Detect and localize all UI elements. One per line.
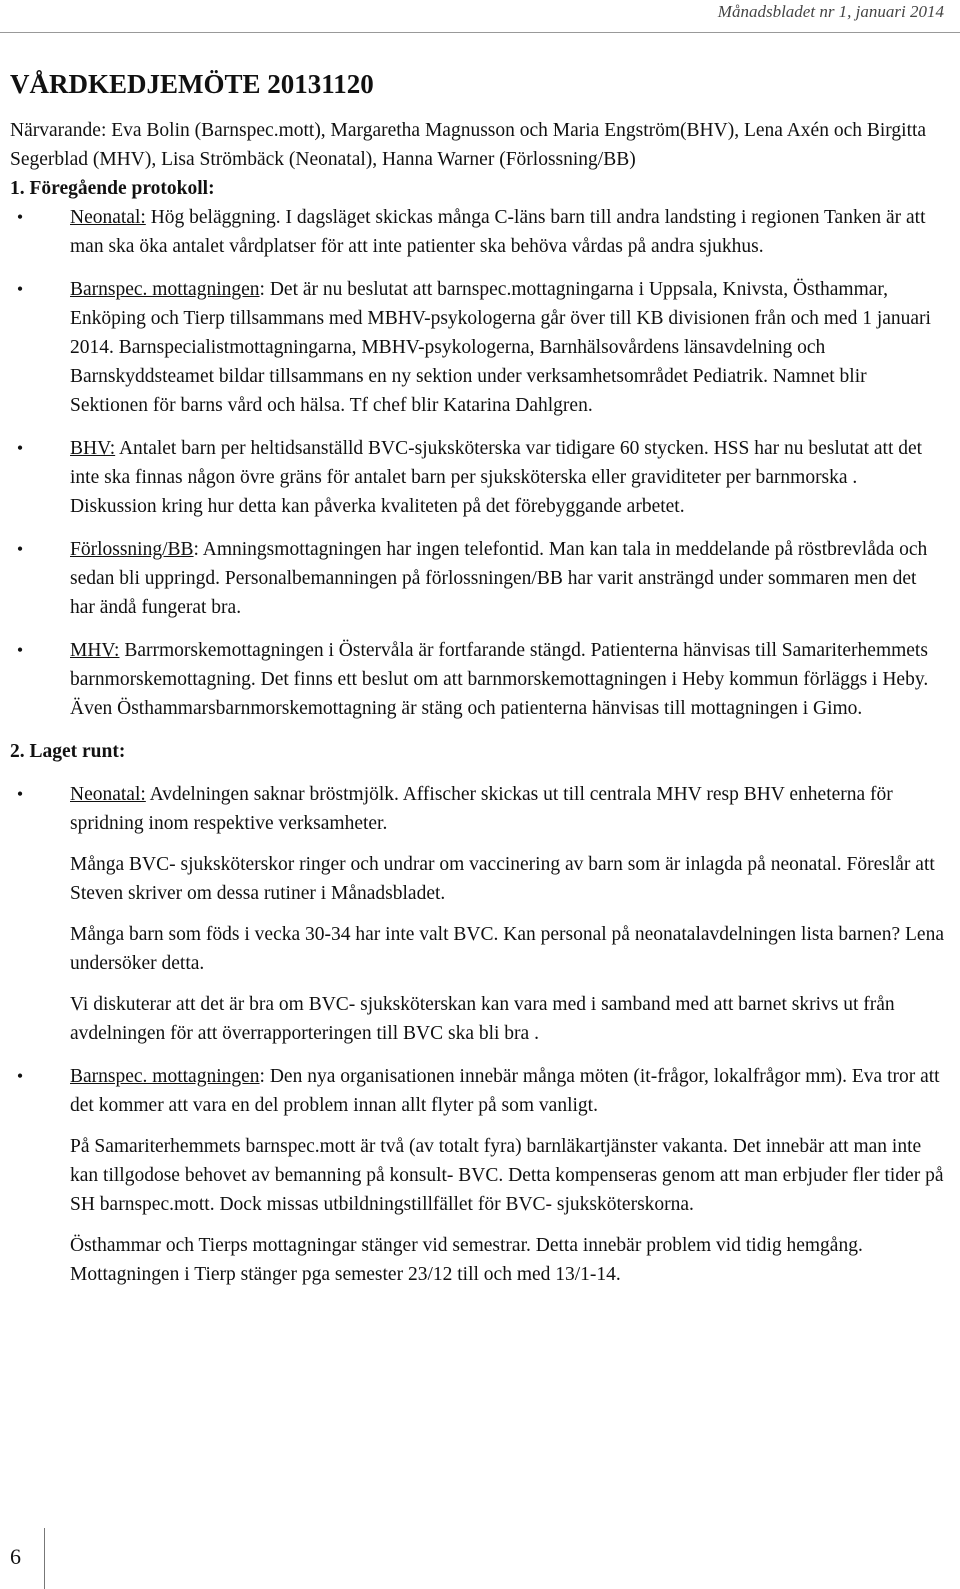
sub-paragraph: Östhammar och Tierps mottagningar stänger vid semestrar. Detta innebär problem vid tidig hemgång. Mottagningen i Tierp stänger pga semester 23/12 till och med 13/1-14. (70, 1234, 863, 1285)
document-body (10, 58, 944, 1303)
section-heading-round-table: 2. Laget runt: (10, 740, 126, 762)
attendees-paragraph: Närvarande: Eva Bolin (Barnspec.mott), Margaretha Magnusson och Maria Engström(BHV), Lena Axén och Birgitta Segerblad (MHV), Lisa Strömbäck (Neonatal), Hanna Warner (Förlossning/BB) (10, 119, 927, 170)
list-item-neonatal (10, 203, 944, 261)
list-item-body: : Det är nu beslutat att barnspec.mottagningarna i Uppsala, Knivsta, Östhammar, Enköping och Tierp tillsammans med MBHV-psykologerna går över till KB divisionen från och med 1 januari 2014. Barnspecialistmottagningarna, MBHV-psykologerna, Barnhälsovårdens länsavdelning och Barnskyddsteamet bildar tillsammans en ny sektion under verksamhetsområdet Pediatrik. Namnet blir Sektionen för barns vård och hälsa. Tf chef blir Katarina Dahlgren. (70, 278, 931, 416)
list-item-text (70, 780, 944, 838)
section-heading-previous-protocol: 1. Föregående protokoll: (10, 177, 215, 199)
list-item-label: Neonatal: (70, 783, 146, 805)
sub-paragraph: Många BVC- sjuksköterskor ringer och undrar om vaccinering av barn som är inlagda på neonatal. Föreslår att Steven skriver om dessa rutiner i Månadsbladet. (70, 853, 935, 904)
list-item-barnspec (10, 275, 944, 420)
list-item-neonatal-round (10, 780, 944, 1048)
list-item-label: Neonatal: (70, 206, 146, 228)
bullet-icon: • (16, 639, 24, 660)
list-item-label: MHV: (70, 639, 120, 661)
list-item-text (70, 275, 944, 420)
bullet-icon: • (16, 278, 24, 299)
sub-paragraph: Vi diskuterar att det är bra om BVC- sjuksköterskan kan vara med i samband med att barnet skrivs ut från avdelningen för att överrapporteringen till BVC ska bli bra . (70, 993, 895, 1044)
list-item-body: : Den nya organisationen innebär många möten (it-frågor, lokalfrågor mm). Eva tror att det kommer att vara en del problem innan allt flyter på som vanligt. (70, 1065, 940, 1116)
list-item-label: Barnspec. mottagningen (70, 1065, 260, 1087)
list-item-body: Hög beläggning. I dagsläget skickas många C-läns barn till andra landsting i regionen Tanken är att man ska öka antalet vårdplatser för att inte patienter ska behöva vårdas på andra sjukhus. (70, 206, 926, 257)
bullet-icon: • (16, 206, 24, 227)
list-item-text (70, 636, 944, 723)
page-number: 6 (10, 1544, 21, 1569)
list-item-text (70, 1062, 944, 1120)
page-header (0, 0, 960, 24)
publication-header: Månadsbladet nr 1, januari 2014 (717, 2, 944, 21)
list-item-body: : Amningsmottagningen har ingen telefontid. Man kan tala in meddelande på röstbrevlåda och sedan bli uppringd. Personalbemanningen på förlossningen/BB har varit ansträngd under sommaren men det har ändå fungerat bra. (70, 538, 928, 618)
previous-protocol-list (10, 203, 944, 723)
list-item-bhv (10, 434, 944, 521)
list-item-label: Barnspec. mottagningen (70, 278, 260, 300)
list-item-text (70, 434, 944, 521)
list-item-text (70, 203, 944, 261)
bullet-icon: • (16, 1065, 24, 1086)
bullet-icon: • (16, 783, 24, 804)
document-title: VÅRDKEDJEMÖTE 20131120 (10, 69, 374, 99)
sub-paragraph: På Samariterhemmets barnspec.mott är två (av totalt fyra) barnläkartjänster vakanta. Det innebär att man inte kan tillgodose behovet av bemanning på konsult- BVC. Detta kompenseras genom att man erbjuder fler tider på SH barnspec.mott. Dock missas utbildningstillfället för BVC- sjuksköterskorna. (70, 1135, 944, 1215)
list-item-forlossning (10, 535, 944, 622)
header-rule (0, 32, 960, 33)
list-item-mhv (10, 636, 944, 723)
list-item-barnspec-round (10, 1062, 944, 1289)
footer-rule (44, 1528, 45, 1589)
bullet-icon: • (16, 538, 24, 559)
list-item-text (70, 535, 944, 622)
sub-paragraph: Många barn som föds i vecka 30-34 har inte valt BVC. Kan personal på neonatalavdelningen lista barnen? Lena undersöker detta. (70, 923, 944, 974)
round-table-list (10, 780, 944, 1289)
list-item-body: Avdelningen saknar bröstmjölk. Affischer skickas ut till centrala MHV resp BHV enheterna för spridning inom respektive verksamheter. (70, 783, 893, 834)
list-item-body: Barrmorskemottagningen i Östervåla är fortfarande stängd. Patienterna hänvisas till Samariterhemmets barnmorskemottagning. Det finns ett beslut om att barnmorskemottagningen i Heby kommun förläggs i Heby. Även Östhammarsbarnmorskemottagning är stäng och patienterna hänvisas till mottagningen i Gimo. (70, 639, 929, 719)
list-item-label: Förlossning/BB (70, 538, 194, 560)
list-item-label: BHV: (70, 437, 116, 459)
list-item-body: Antalet barn per heltidsanställd BVC-sjuksköterska var tidigare 60 stycken. HSS har nu beslutat att det inte ska finnas någon övre gräns för antalet barn per sjuksköterska eller graviditeter per barnmorska . Diskussion kring hur detta kan påverka kvaliteten på det förebyggande arbetet. (70, 437, 923, 517)
bullet-icon: • (16, 437, 24, 458)
